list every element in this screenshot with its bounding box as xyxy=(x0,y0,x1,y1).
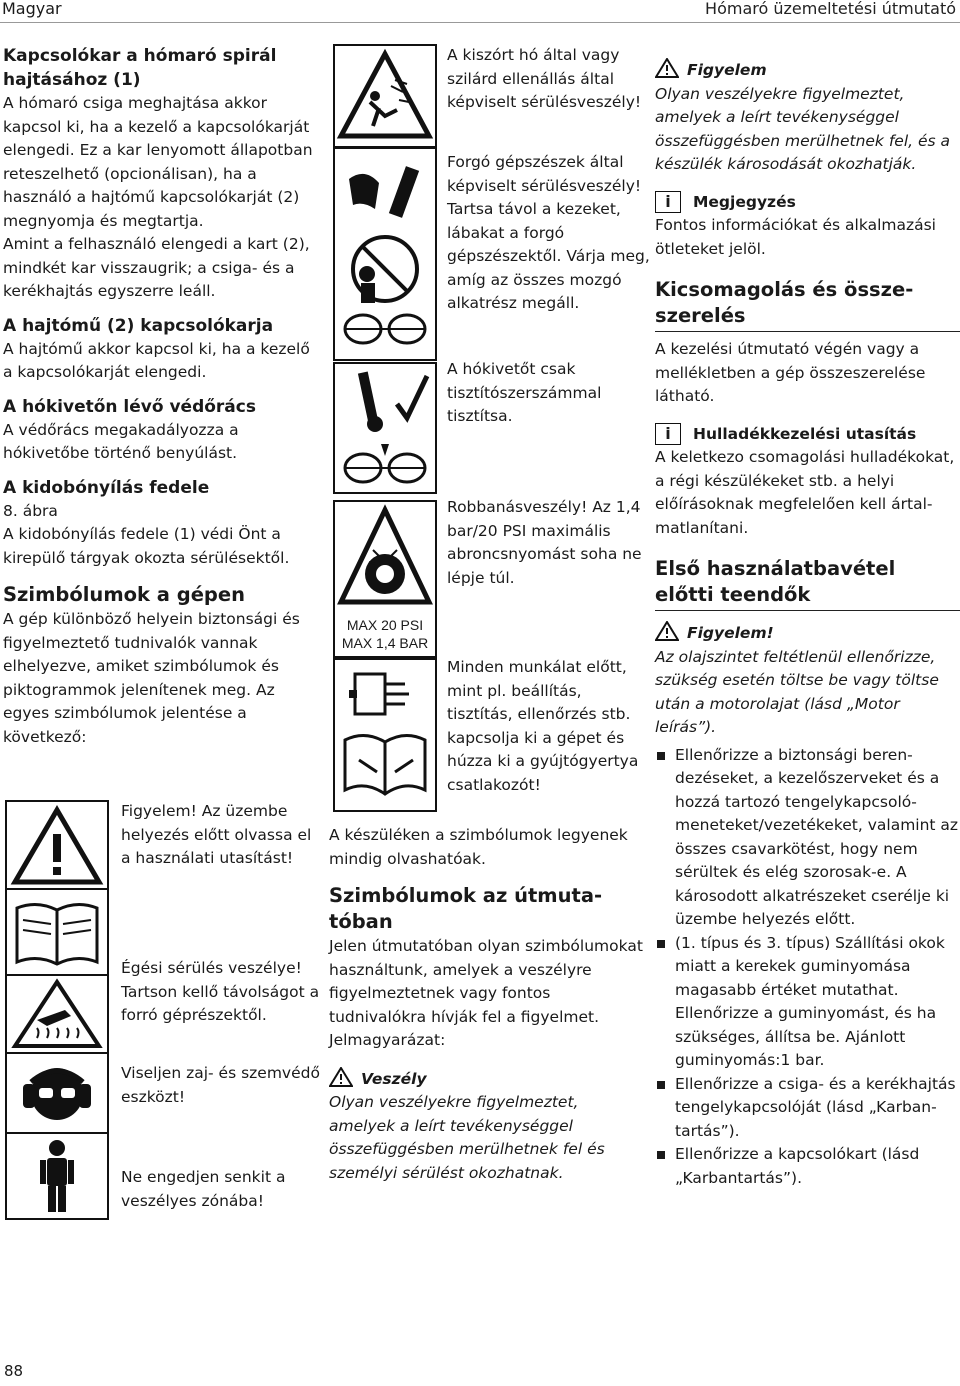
paragraph-chute-cover: A kidobónyílás fedele (1) védi Önt a kirepülő tárgyak okozta sérülésektől. xyxy=(3,525,290,567)
heading-drive-lever: A hajtómű (2) kapcsolókarja xyxy=(3,315,274,336)
checklist xyxy=(655,744,960,1191)
max-bar-label: MAX 1,4 BAR xyxy=(341,635,429,651)
header-title: Hómaró üzemeltetési útmutató xyxy=(705,0,956,18)
disposal-label: Hulladékkezelési utasítás xyxy=(693,424,917,443)
heading-manual-symbols: Szimbólumok az útmutatóban xyxy=(329,884,603,933)
disposal-text: A keletkezo csomagolási hulladékokat, a régi készülékeket stb. a helyi előírásoknak megfelelően kell ártalmatlanítani. xyxy=(655,448,955,537)
heading-chute-cover: A kidobónyílás fedele xyxy=(3,477,210,498)
tire-pressure-icon xyxy=(333,500,437,658)
danger-label: Veszély xyxy=(361,1069,427,1088)
paragraph-machine-symbols: A gép különböző helyein biztonsági és figyelmeztető tudnivalók vannak elhelyezve, amiket szimbólumok és piktogrammok jelenítenek meg. Az egyes szimbólumok jelentése a következő: xyxy=(3,610,300,746)
text-explosion: Robbanásveszély! Az 1,4 bar/20 PSI maximális abroncsnyomást soha ne lépje túl. xyxy=(447,498,642,587)
list-item: (1. típus és 3. típus) Szállítási okok miatt a kerekek guminyomása magasabb értéket mutathat. Ellenőrizze a guminyomást, és ha szükséges, állítsa be. Ajánlott guminyomás:1 bar. xyxy=(655,932,960,1073)
attention-heading xyxy=(655,621,960,646)
list-item: Ellenőrizze a csiga- és a kerékhajtás tengelykapcsolóját (lásd „Karbantartás”). xyxy=(655,1073,960,1144)
figure-ref: 8. ábra xyxy=(3,501,58,520)
warning-symbol-icon xyxy=(5,800,109,890)
info-icon: i xyxy=(655,191,681,213)
paragraph-manual-symbols: Jelen útmutatóban olyan szimbólumokat használtunk, amelyek a veszélyre figyelmeztetnek vagy fontos tudnivalókra hívják fel a figyelmet. Jelmagyarázat: xyxy=(329,937,643,1049)
symbol-ppe-text: Viseljen zaj- és szemvédő eszközt! xyxy=(121,1064,320,1106)
thrown-objects-icon xyxy=(333,44,437,148)
heading-unpacking: Kicsomagolás és összeszerelés xyxy=(655,277,960,332)
ear-eye-protection-icon xyxy=(5,1052,109,1134)
text-rotating-parts: Forgó gépszészek által képviselt sérülésveszély! Tartsa távol a kezeket, lábakat a forgó gépszészektől. Várja meg, amíg az összes mozgó alkatrész megáll. xyxy=(447,153,650,312)
page-header xyxy=(0,0,960,23)
caution-label: Figyelem xyxy=(687,61,767,79)
note-heading xyxy=(655,191,960,215)
heading-machine-symbols: Szimbólumok a gépen xyxy=(3,583,245,606)
heading-first-use: Első használatbavétel előtti teendők xyxy=(655,556,960,611)
disconnect-spark-plug-icon xyxy=(333,658,437,812)
danger-heading xyxy=(329,1067,649,1092)
list-item: Ellenőrizze a kapcsolókart (lásd „Karbantartás”). xyxy=(655,1143,960,1190)
symbol-burn-text: Égési sérülés veszélye! Tartson kellő távolságot a forró géprészektől. xyxy=(121,959,320,1024)
attention-label: Figyelem! xyxy=(687,624,774,642)
read-manual-icon xyxy=(5,888,109,976)
caution-heading xyxy=(655,58,960,83)
danger-text: Olyan veszélyekre figyelmeztet, amelyek a leírt tevékenységgel összefüggésben merülhetnek fel és személyi sérülést okozhatnak. xyxy=(329,1093,605,1182)
attention-triangle-icon xyxy=(655,621,679,641)
column-1 xyxy=(3,44,323,749)
heading-guard: A hókivetőn lévő védőrács xyxy=(3,396,256,417)
caution-text: Olyan veszélyekre figyelmeztet, amelyek a leírt tevékenységgel összefüggésben merülhetnek fel, és a készülék károsodását okozhatják. xyxy=(655,84,951,173)
info-icon: i xyxy=(655,423,681,445)
paragraph-unpacking: A kezelési útmutató végén vagy a mellékletben a gép összeszerelése látható. xyxy=(655,340,926,405)
heading-auger-lever: Kapcsolókar a hómaró spirál hajtásához (1) xyxy=(3,46,277,90)
note-label: Megjegyzés xyxy=(693,192,796,211)
page-number: 88 xyxy=(4,1362,24,1380)
note-text: Fontos információkat és alkalmazási ötleteket jelöl. xyxy=(655,216,936,258)
clean-with-tool-icon xyxy=(333,362,437,494)
paragraph-auger-release: Amint a felhasználó elengedi a kart (2), mindkét kar visszaugrik; a csiga- és a kerékhajtás egyszerre leáll. xyxy=(3,235,310,300)
text-before-work: Minden munkálat előtt, mint pl. beállítás, tisztítás, ellenőrzés stb. kapcsolja ki a gépet és húzza ki a gyújtógyertya csatlakozót! xyxy=(447,658,639,794)
paragraph-readable: A készüléken a szimbólumok legyenek mindig olvashatóak. xyxy=(329,826,628,868)
column-3 xyxy=(655,44,960,1190)
max-psi-label: MAX 20 PSI xyxy=(346,617,424,633)
symbol-read-text: Figyelem! Az üzembe helyezés előtt olvassa el a használati utasítást! xyxy=(121,802,312,867)
paragraph-drive-lever: A hajtómű akkor kapcsol ki, ha a kezelő a kapcsolókarját elengedi. xyxy=(3,339,310,381)
paragraph-auger-lever: A hómaró csiga meghajtása akkor kapcsol ki, ha a kezelő a kapcsolókarját elengedi. Ez a kar lenyomott állapotban reteszelhető (opcionálisan), ha a használó a hajtómű kapcsolókarját (2) megnyomja és megtartja. xyxy=(3,94,313,230)
rotating-parts-icon xyxy=(333,147,437,361)
text-thrown-objects: A kiszórt hó által vagy szilárd ellenállás által képviselt sérülésveszély! xyxy=(447,46,642,111)
symbol-keep-text: Ne engedjen senkit a veszélyes zónába! xyxy=(121,1168,286,1210)
caution-triangle-icon xyxy=(655,58,679,78)
paragraph-guard: A védőrács megakadályozza a hókivetőbe történő benyúlást. xyxy=(3,420,239,462)
keep-bystanders-away-icon xyxy=(5,1132,109,1220)
list-item: Ellenőrizze a biztonsági berendezéseket, a kezelőszerveket és a hozzá tartozó tengelykapcsolómeneteket/vezetékeket, valamint az összes csavarkötést, hogy nem sérültek és elég szorosak-e. A károsodott alkatrészeket cserélje ki üzembe helyezés előtt. xyxy=(655,744,960,932)
danger-triangle-icon xyxy=(329,1067,353,1087)
attention-text: Az olajszintet feltétlenül ellenőrizze, szükség esetén töltse be vagy töltse után a motorolajat (lásd „Motor leírás”). xyxy=(655,647,939,736)
header-language: Magyar xyxy=(2,0,62,18)
col2-lower xyxy=(329,824,649,1185)
hot-surface-icon xyxy=(5,974,109,1054)
disposal-heading xyxy=(655,423,960,447)
text-clean-tool: A hókivetőt csak tisztítószerszámmal tisztítsa. xyxy=(447,360,602,425)
